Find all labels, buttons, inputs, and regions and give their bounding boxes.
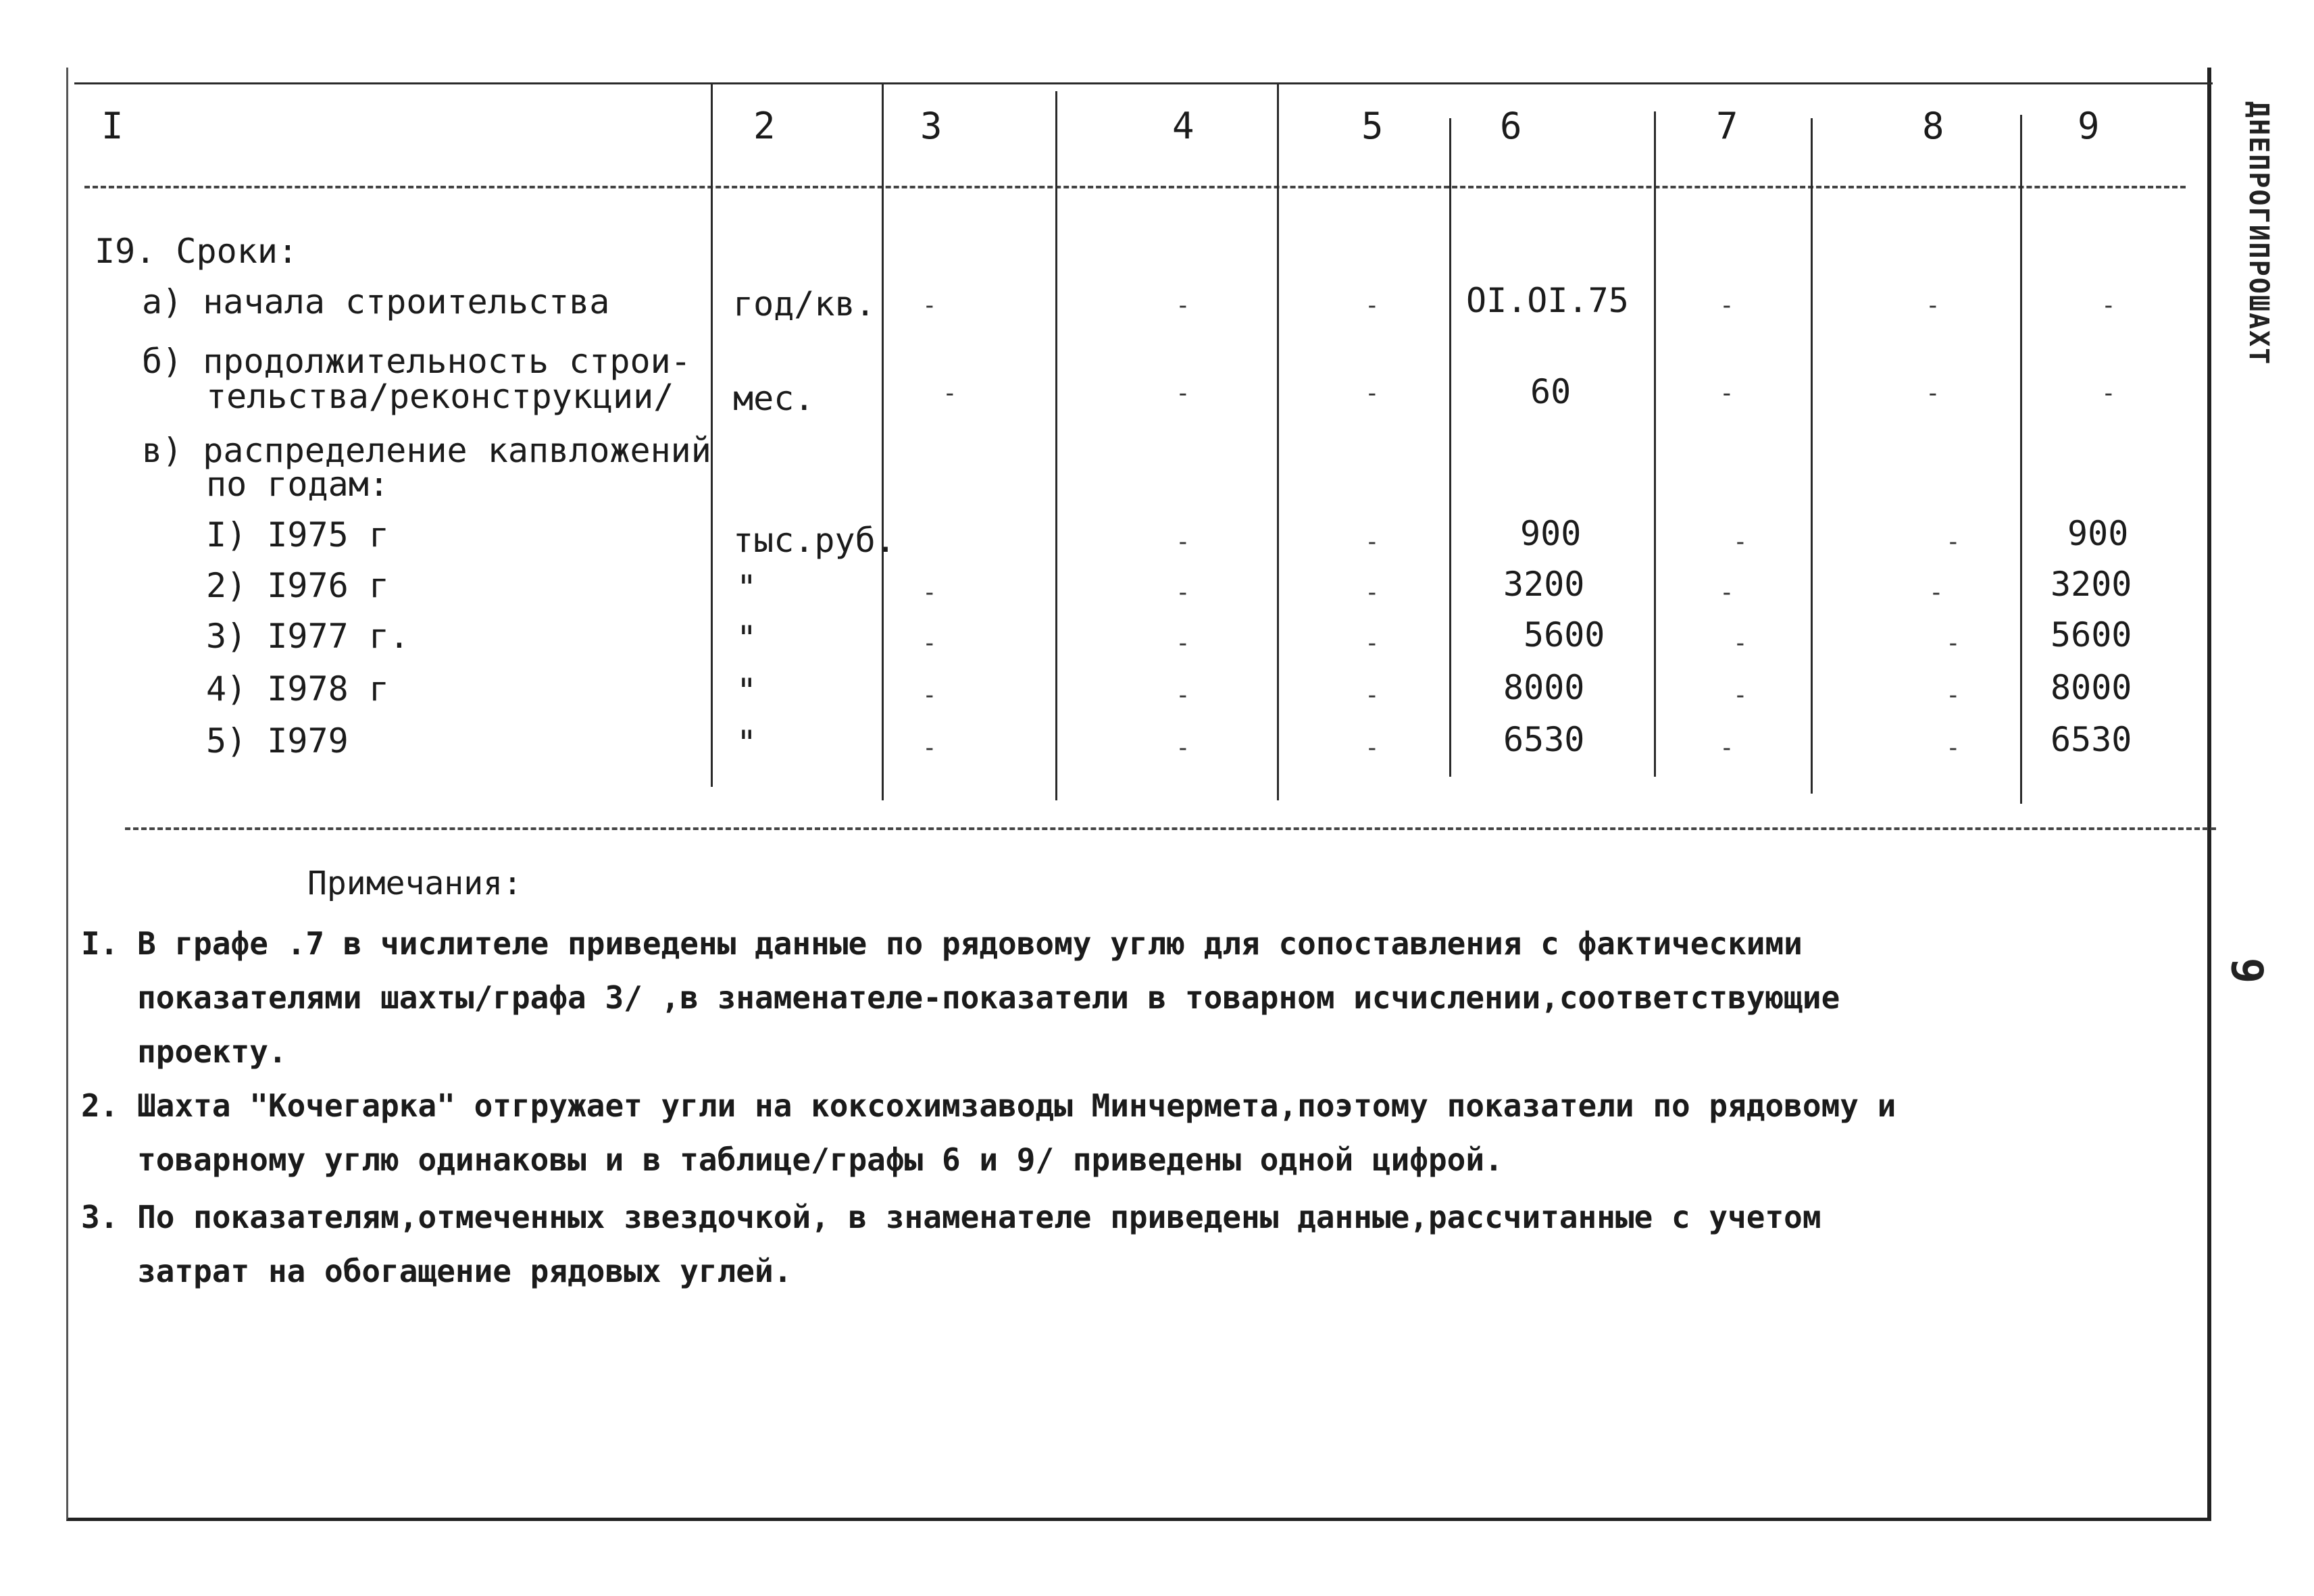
row-label-duration-2: тельства/реконструкции/ — [206, 377, 674, 416]
row-cell: 900 — [2067, 514, 2129, 553]
row-cell: 6530 — [1503, 720, 1585, 759]
row-cell: - — [2101, 380, 2116, 407]
row-cell: - — [1365, 579, 1380, 607]
row-cell: 3200 — [2051, 565, 2132, 604]
row-unit: " — [736, 723, 757, 763]
row-label-1977: 3) I977 г. — [206, 617, 410, 656]
row-cell: - — [1176, 681, 1190, 709]
row-label-1975: I) I975 г — [206, 515, 389, 555]
header-col-9: 9 — [2078, 105, 2100, 147]
row-cell: 8000 — [1503, 668, 1585, 707]
note-line: товарному углю одинаковы и в таблице/графы 6 и 9/ приведены одной цифрой. — [81, 1141, 1503, 1178]
row-cell: - — [1176, 380, 1190, 407]
row-cell: - — [1929, 579, 1944, 607]
notes-title: Примечания: — [307, 865, 522, 902]
row-unit: " — [736, 619, 757, 658]
header-separator — [84, 186, 2186, 188]
row-cell: - — [2101, 292, 2116, 319]
row-cell: - — [922, 629, 937, 657]
note-line: затрат на обогащение рядовых углей. — [81, 1253, 793, 1289]
row-cell: - — [1176, 734, 1190, 762]
header-col-6: 6 — [1500, 105, 1522, 147]
note-line: 2. Шахта "Кочегарка" отгружает угли на коксохимзаводы Минчермета,поэтому показатели по рядовому и — [81, 1087, 1896, 1124]
row-cell: - — [1176, 629, 1190, 657]
row-cell: - — [1733, 681, 1748, 709]
col-sep-4 — [1277, 84, 1279, 800]
row-cell: - — [942, 380, 957, 407]
row-cell: 5600 — [1524, 615, 1605, 654]
row-cell: - — [1365, 380, 1380, 407]
row-cell: - — [922, 292, 937, 319]
row-cell: 8000 — [2051, 668, 2132, 707]
row-cell: - — [922, 579, 937, 607]
note-line: показателями шахты/графа 3/ ,в знаменателе-показатели в товарном исчислении,соответствующие — [81, 979, 1840, 1016]
header-col-7: 7 — [1716, 105, 1738, 147]
row-cell: - — [922, 681, 937, 709]
row-label-duration-1: б) продолжительность строи- — [142, 342, 691, 381]
row-label-1978: 4) I978 г — [206, 669, 389, 709]
row-cell: - — [1365, 528, 1380, 556]
note-line: 3. По показателям,отмеченных звездочкой, в знаменателе приведены данные,рассчитанные с учетом — [81, 1199, 1821, 1235]
header-col-2: 2 — [753, 105, 776, 147]
row-label-1976: 2) I976 г — [206, 566, 389, 605]
row-cell: - — [1365, 681, 1380, 709]
row-unit: " — [736, 671, 757, 711]
col-sep-2 — [882, 84, 884, 800]
col-sep-6 — [1654, 111, 1656, 777]
row-unit: " — [736, 568, 757, 607]
row-cell: - — [1719, 579, 1734, 607]
row-cell: 5600 — [2051, 615, 2132, 654]
row-cell: - — [1733, 629, 1748, 657]
row-label-distribution-1: в) распределение капвложений — [142, 431, 711, 470]
header-col-1: I — [101, 105, 124, 147]
row-cell: - — [1946, 629, 1961, 657]
row-cell: - — [1946, 528, 1961, 556]
header-col-4: 4 — [1172, 105, 1194, 147]
row-cell: - — [1365, 292, 1380, 319]
table-bottom-border — [125, 827, 2216, 830]
row-cell: - — [1733, 528, 1748, 556]
row-cell: 6530 — [2051, 720, 2132, 759]
row-cell: 900 — [1520, 514, 1582, 553]
row-unit: год/кв. — [733, 284, 876, 324]
row-unit: тыс.руб. — [733, 521, 896, 560]
header-col-8: 8 — [1922, 105, 1944, 147]
row-cell: - — [1176, 528, 1190, 556]
row-label-1979: 5) I979 — [206, 721, 349, 761]
row-cell: - — [1176, 579, 1190, 607]
row-cell: - — [1926, 292, 1940, 319]
row-cell: - — [1365, 734, 1380, 762]
col-sep-8 — [2020, 115, 2022, 804]
col-sep-5 — [1449, 118, 1451, 777]
row-cell: - — [1719, 734, 1734, 762]
row-cell: - — [1719, 292, 1734, 319]
section-title: I9. Сроки: — [95, 232, 299, 271]
header-col-3: 3 — [920, 105, 942, 147]
row-cell: - — [1946, 681, 1961, 709]
row-label-distribution-2: по годам: — [206, 465, 389, 504]
row-cell: - — [1946, 734, 1961, 762]
row-cell: 3200 — [1503, 565, 1585, 604]
row-label-start: а) начала строительства — [142, 282, 610, 321]
side-stamp: ДНЕПРОГИПРОШАХТ — [2243, 101, 2274, 366]
note-line: I. В графе .7 в числителе приведены данные по рядовому углю для сопоставления с фактическими — [81, 925, 1803, 962]
row-cell: - — [1719, 380, 1734, 407]
row-cell: - — [1926, 380, 1940, 407]
row-cell: - — [1176, 292, 1190, 319]
note-line: проекту. — [81, 1033, 287, 1070]
row-unit: мес. — [733, 379, 815, 418]
header-col-5: 5 — [1361, 105, 1384, 147]
col-sep-3 — [1055, 91, 1057, 800]
row-cell: - — [922, 734, 937, 762]
page-number: 9 — [2221, 957, 2271, 984]
row-cell: - — [1365, 629, 1380, 657]
row-cell: OI.OI.75 — [1466, 281, 1629, 320]
row-cell: 60 — [1530, 372, 1571, 411]
col-sep-7 — [1811, 118, 1813, 794]
table-top-border — [74, 82, 2213, 84]
